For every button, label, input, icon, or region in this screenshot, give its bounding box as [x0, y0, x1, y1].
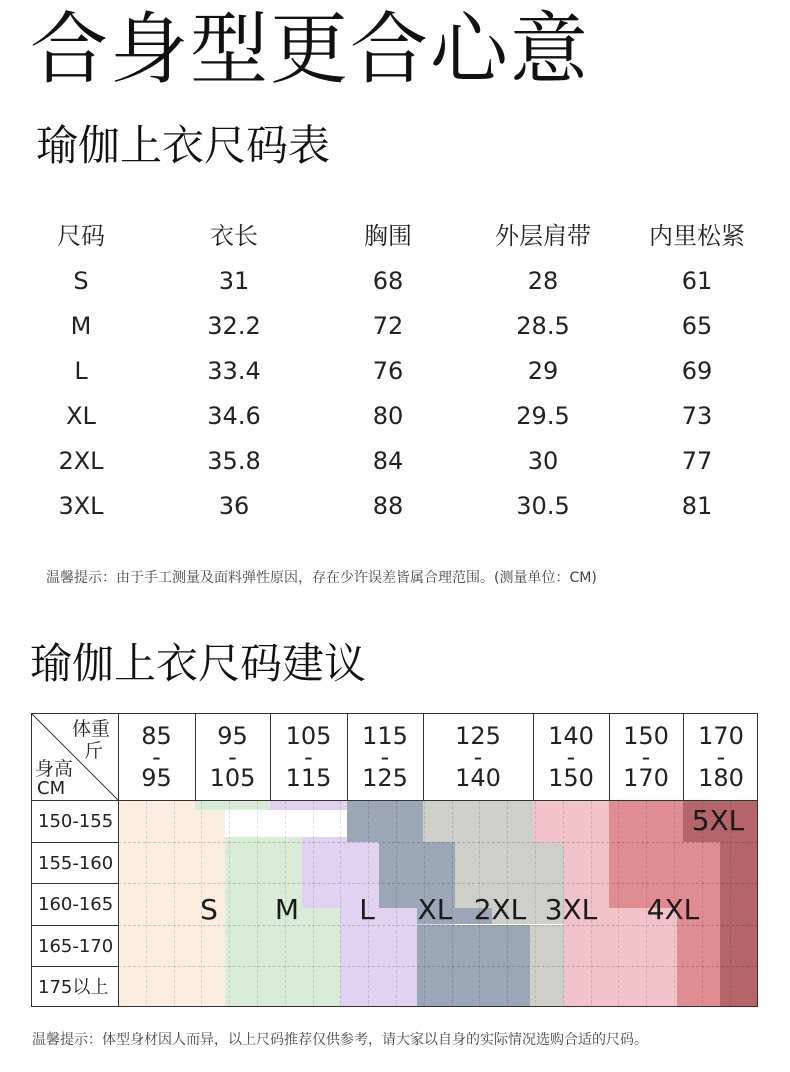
size-table-header	[0, 214, 790, 259]
header-divider	[270, 714, 271, 800]
column-header: 尺码	[57, 222, 105, 250]
table-cell: 72	[372, 312, 404, 340]
weight-range-sep: -	[228, 743, 237, 771]
size-label-m: M	[274, 893, 300, 927]
height-header-label: 身高	[35, 758, 74, 780]
table-cell: 28	[527, 267, 559, 295]
weight-range-sep: -	[641, 743, 651, 771]
table-cell: 35.8	[207, 447, 261, 475]
table-cell: 29.5	[516, 402, 570, 430]
grid-line	[118, 842, 758, 843]
weight-range-header	[609, 714, 683, 800]
table-cell: XL	[66, 402, 96, 430]
table-cell: 29	[527, 357, 559, 385]
weight-range-sep: -	[716, 743, 726, 771]
table-cell: 30	[527, 447, 559, 475]
height-unit-label: CM	[37, 778, 66, 799]
weight-range-to: 95	[141, 764, 172, 792]
weight-range-from: 150	[623, 722, 669, 750]
advice-note: 温馨提示：体型身材因人而异，以上尺码推荐仅供参考，请大家以自身的实际情况选购合适的尺码。	[32, 1032, 648, 1048]
weight-unit-label: 斤	[84, 740, 104, 762]
table-cell: 68	[372, 267, 404, 295]
header-divider	[32, 800, 758, 801]
weight-range-to: 125	[362, 764, 408, 792]
column-header: 外层肩带	[495, 222, 591, 250]
header-divider	[423, 714, 424, 800]
weight-range-from: 170	[698, 722, 744, 750]
size-recommendation-grid	[31, 713, 758, 1007]
table-cell: 61	[681, 267, 713, 295]
height-range-label: 160-165	[32, 883, 118, 925]
table-row	[0, 394, 790, 439]
header-divider	[118, 714, 119, 800]
table-cell: 84	[372, 447, 404, 475]
table-cell: 34.6	[207, 402, 261, 430]
weight-range-from: 105	[285, 722, 332, 750]
weight-range-from: 140	[548, 722, 594, 750]
column-header: 胸围	[364, 222, 412, 250]
table-cell: 77	[681, 447, 713, 475]
table-cell: M	[70, 312, 92, 340]
weight-range-to: 115	[285, 764, 332, 792]
table-row	[0, 349, 790, 394]
size-table-title: 瑜伽上衣尺码表	[36, 121, 331, 170]
page-title: 合身型更合心意	[30, 5, 591, 95]
grid-line	[535, 801, 536, 1007]
weight-range-from: 95	[217, 722, 248, 750]
table-cell: 2XL	[58, 447, 104, 475]
weight-range-sep: -	[380, 743, 390, 771]
weight-header-label: 体重	[72, 718, 111, 740]
weight-range-header	[683, 714, 758, 800]
table-cell: 80	[372, 402, 404, 430]
weight-range-sep: -	[473, 743, 483, 771]
column-header: 内里松紧	[649, 222, 745, 250]
table-cell: 69	[681, 357, 713, 385]
weight-range-sep: -	[566, 743, 576, 771]
weight-range-header	[423, 714, 533, 800]
height-range-label: 165-170	[32, 925, 118, 967]
table-cell: 73	[681, 402, 713, 430]
header-divider	[347, 714, 348, 800]
grid-line	[146, 801, 147, 1007]
table-cell: 32.2	[207, 312, 261, 340]
table-cell: 81	[681, 492, 713, 520]
header-divider	[195, 714, 196, 800]
size-label-l: L	[359, 893, 375, 927]
measurement-note: 温馨提示：由于手工测量及面料弹性原因，存在少许误差皆属合理范围。(测量单位：CM)	[46, 570, 597, 586]
table-row	[0, 304, 790, 349]
table-row	[0, 484, 790, 529]
header-divider	[609, 714, 610, 800]
table-cell: L	[74, 357, 88, 385]
table-cell: 3XL	[58, 492, 104, 520]
table-cell: S	[73, 267, 89, 295]
weight-range-from: 115	[362, 722, 408, 750]
weight-range-header	[118, 714, 195, 800]
size-table	[0, 214, 790, 529]
weight-range-header	[195, 714, 270, 800]
weight-range-header	[270, 714, 347, 800]
weight-range-from: 85	[141, 722, 172, 750]
column-header: 衣长	[210, 222, 258, 250]
table-cell: 76	[372, 357, 404, 385]
weight-range-header	[533, 714, 609, 800]
table-row	[0, 439, 790, 484]
size-label-3xl: 3XL	[544, 893, 598, 927]
grid-line	[118, 883, 758, 884]
size-label-xl: XL	[417, 893, 453, 927]
table-row	[0, 259, 790, 304]
height-range-label: 175以上	[32, 966, 118, 1007]
table-cell: 88	[372, 492, 404, 520]
size-label-2xl: 2XL	[473, 893, 527, 927]
height-range-label: 150-155	[32, 800, 118, 842]
grid-line	[618, 801, 619, 1007]
header-divider	[683, 714, 684, 800]
table-cell: 36	[218, 492, 250, 520]
weight-range-to: 105	[209, 764, 256, 792]
table-cell: 28.5	[516, 312, 570, 340]
weight-range-to: 180	[698, 764, 744, 792]
table-cell: 33.4	[207, 357, 261, 385]
table-cell: 31	[218, 267, 250, 295]
weight-range-sep: -	[152, 743, 161, 771]
weight-range-to: 150	[548, 764, 594, 792]
header-divider	[118, 800, 119, 1007]
table-cell: 65	[681, 312, 713, 340]
table-cell: 30.5	[516, 492, 570, 520]
size-label-5xl: 5XL	[691, 804, 745, 838]
grid-line	[174, 801, 175, 1007]
grid-line	[118, 966, 758, 967]
weight-range-sep: -	[304, 743, 313, 771]
weight-range-from: 125	[455, 722, 501, 750]
size-label-s: S	[200, 893, 218, 927]
grid-line	[757, 801, 758, 1007]
header-divider	[533, 714, 534, 800]
recommend-title: 瑜伽上衣尺码建议	[30, 639, 367, 688]
weight-range-to: 140	[455, 764, 501, 792]
weight-range-header	[347, 714, 423, 800]
size-label-4xl: 4XL	[646, 893, 700, 927]
weight-range-to: 170	[623, 764, 669, 792]
height-range-label: 155-160	[32, 842, 118, 884]
